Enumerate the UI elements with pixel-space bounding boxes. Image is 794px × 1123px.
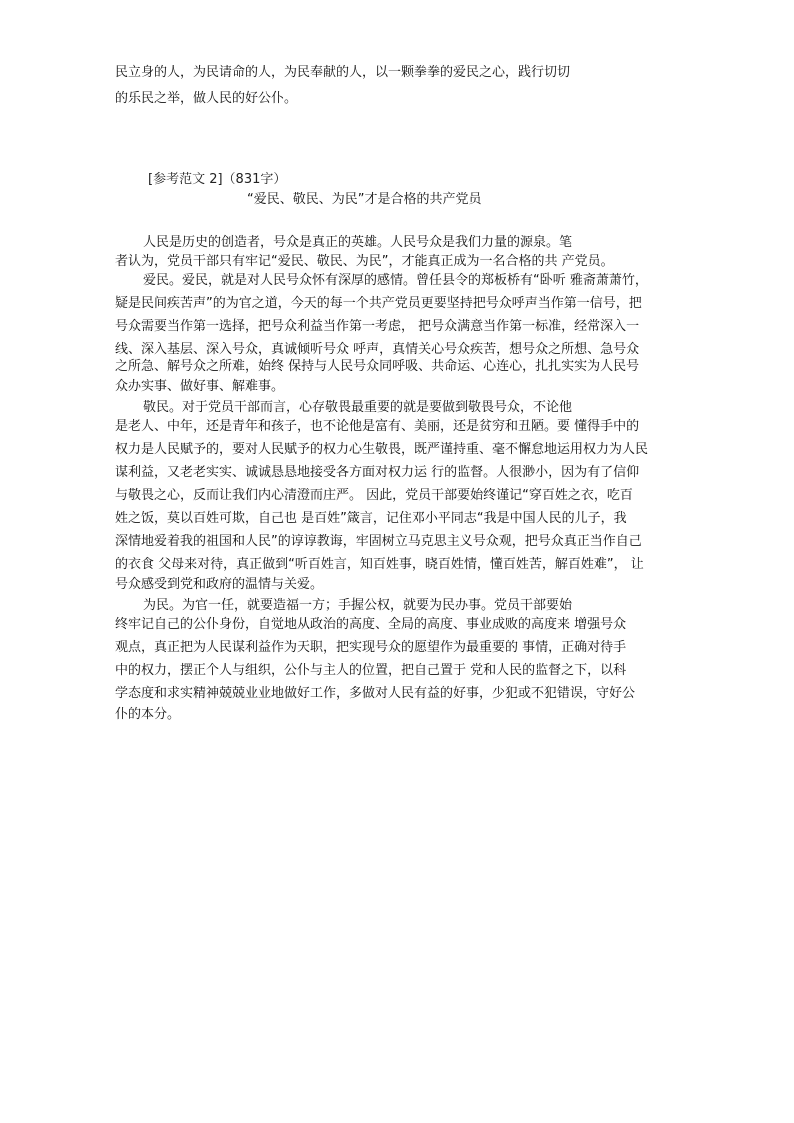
paragraph-love-line: 之所急、解号众之所难，始终 保持与人民号众同呼吸、共命运、心连心，扎扎实实为人民号 xyxy=(115,359,640,374)
paragraph-love-line: 众办实事、做好事、解难事。 xyxy=(115,379,285,394)
paragraph-respect-line: 权力是人民赋予的，要对人民赋予的权力心生敬畏，既严谨持重、毫不懈怠地运用权力为人民 xyxy=(115,442,649,457)
intro-line-2: 的乐民之举，做人民的好公仆。 xyxy=(115,91,298,106)
paragraph-serve-line: 仆的本分。 xyxy=(115,707,181,722)
paragraph-respect-line: 敬民。对于党员干部而言，心存敬畏最重要的就是要做到敬畏号众，不论他 xyxy=(143,400,573,415)
essay-title: “爱民、敬民、为民”才是合格的共产党员 xyxy=(247,192,482,207)
paragraph-respect-line: 号众感受到党和政府的温情与关爱。 xyxy=(115,577,324,592)
paragraph-opening-line: 者认为，党员干部只有牢记“爱民、敬民、为民”，才能真正成为一名合格的共 产党员。 xyxy=(115,254,614,269)
paragraph-love-line: 号众需要当作第一选择，把号众利益当作第一考虑， 把号众满意当作第一标准，经常深入一 xyxy=(115,319,640,334)
paragraph-serve-line: 为民。为官一任，就要造福一方；手握公权，就要为民办事。党员干部要始 xyxy=(143,598,573,613)
paragraph-respect-line: 与敬畏之心，反而让我们内心清澄而庄严。 因此，党员干部要始终谨记“穿百姓之衣，吃百 xyxy=(115,488,633,503)
paragraph-serve-line: 观点，真正把为人民谋利益作为天职，把实现号众的愿望作为最重要的 事情，正确对待手 xyxy=(115,640,627,655)
intro-line-1: 民立身的人，为民请命的人，为民奉献的人，以一颗拳拳的爱民之心，践行切切 xyxy=(115,65,571,80)
paragraph-serve-line: 学态度和求实精神兢兢业业地做好工作，多做对人民有益的好事，少犯或不犯错误，守好公 xyxy=(115,686,636,701)
paragraph-respect-line: 是老人、中年，还是青年和孩子，也不论他是富有、美丽，还是贫穷和丑陋。要 懂得手中的 xyxy=(115,419,640,434)
paragraph-respect-line: 谋利益，又老老实实、诚诚恳恳地接受各方面对权力运 行的监督。人很渺小，因为有了信仰 xyxy=(115,465,640,480)
paragraph-love-line: 疑是民间疾苦声”的为官之道，今天的每一个共产党员更要坚持把号众呼声当作第一信号，把 xyxy=(115,296,642,311)
paragraph-respect-line: 姓之饭，莫以百姓可欺，自己也 是百姓”箴言，记住邓小平同志“我是中国人民的儿子，我 xyxy=(115,511,627,526)
paragraph-love-line: 线、深入基层、深入号众，真诚倾听号众 呼声，真情关心号众疾苦，想号众之所想、急号众 xyxy=(115,342,640,357)
paragraph-serve-line: 终牢记自己的公仆身份，自觉地从政治的高度、全局的高度、事业成败的高度来 增强号众 xyxy=(115,617,627,632)
paragraph-love-line: 爱民。爱民，就是对人民号众怀有深厚的感情。曾任县令的郑板桥有“卧听 雅斋萧萧竹， xyxy=(143,273,648,288)
paragraph-respect-line: 深情地爱着我的祖国和人民”的谆谆教诲，牢固树立马克思主义号众观，把号众真正当作自己 xyxy=(115,534,642,549)
paragraph-serve-line: 中的权力，摆正个人与组织，公仆与主人的位置，把自己置于 党和人民的监督之下，以科 xyxy=(115,663,627,678)
paragraph-opening-line: 人民是历史的创造者，号众是真正的英雄。人民号众是我们力量的源泉。笔 xyxy=(143,235,573,250)
paragraph-respect-line: 的衣食 父母来对待，真正做到“听百姓言，知百姓事，晓百姓情，懂百姓苦，解百姓难”， 让 xyxy=(115,557,644,572)
reference-label: [参考范文 2]（831字） xyxy=(148,172,287,187)
